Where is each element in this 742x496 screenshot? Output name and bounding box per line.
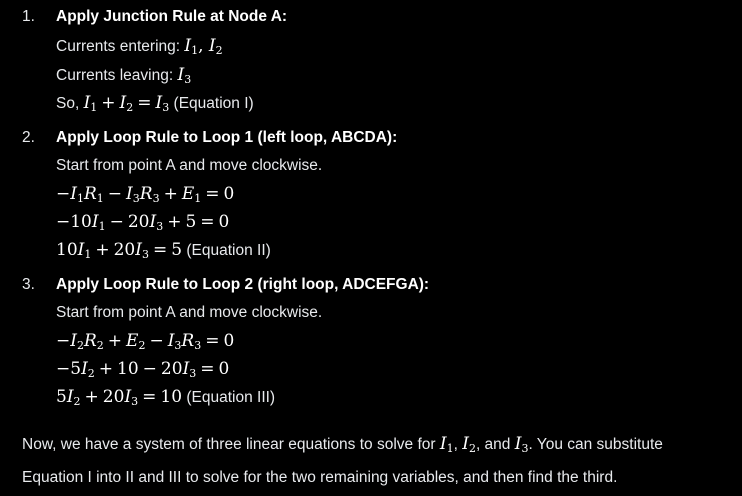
currents-leaving-label: Currents leaving: — [56, 67, 174, 84]
so-label: So, — [56, 95, 80, 112]
math-entering: $I_1$, $I_2$ — [184, 36, 223, 57]
instruction-line — [56, 157, 322, 175]
summary-paragraph — [22, 430, 727, 492]
equation-3: $5I_2 + 20I_3 = 10$ — [56, 387, 183, 408]
equation-2-line — [56, 240, 271, 261]
step-number: 1. — [22, 8, 35, 25]
equation-2: $10I_1 + 20I_3 = 5$ — [56, 240, 183, 261]
step-title: Apply Loop Rule to Loop 2 (right loop, ADCEFGA): — [56, 276, 430, 293]
math-leaving: $I_3$ — [177, 65, 192, 86]
math-expression: $-I_1R_1 - I_3R_3 + E_1 = 0$ — [56, 184, 235, 205]
summary-sep-1: , — [453, 436, 458, 453]
currents-leaving-line — [56, 65, 191, 86]
equation-label: (Equation I) — [173, 95, 254, 112]
instruction-line — [56, 304, 322, 322]
math-var-i1: $I_1$ — [439, 434, 454, 455]
math-expression: $-10I_1 - 20I_3 + 5 = 0$ — [56, 212, 230, 233]
loop2-equation-b — [56, 359, 229, 380]
equation-3-line — [56, 387, 275, 408]
math-var-i2: $I_2$ — [462, 434, 476, 455]
step-title: Apply Loop Rule to Loop 1 (left loop, ABCDA): — [56, 129, 398, 146]
loop2-equation-a — [56, 331, 234, 352]
instruction-text: Start from point A and move clockwise. — [56, 157, 323, 174]
equation-label: (Equation III) — [186, 389, 276, 406]
summary-sep-2: , and — [475, 436, 511, 453]
loop1-equation-b — [56, 212, 229, 233]
step-number: 3. — [22, 276, 35, 293]
step-title: Apply Junction Rule at Node A: — [56, 8, 288, 25]
equation-1-line — [56, 93, 254, 114]
summary-text-1: Now, we have a system of three linear equations to solve for — [22, 436, 436, 453]
instruction-text: Start from point A and move clockwise. — [56, 304, 323, 321]
equation-label: (Equation II) — [186, 242, 271, 259]
math-var-i3: $I_3$ — [514, 434, 529, 455]
summary-text-2: . You can substitute Equation I into II and III to solve for the two remaining variables, and then find the third. — [22, 436, 663, 486]
equation-1: $I_1 + I_2 = I_3$ — [83, 93, 170, 114]
math-expression: $-5I_2 + 10 - 20I_3 = 0$ — [56, 359, 230, 380]
currents-entering-label: Currents entering: — [56, 38, 181, 55]
currents-entering-line — [56, 36, 223, 57]
math-expression: $-I_2R_2 + E_2 - I_3R_3 = 0$ — [56, 331, 235, 352]
step-number: 2. — [22, 129, 35, 146]
loop1-equation-a — [56, 184, 234, 205]
